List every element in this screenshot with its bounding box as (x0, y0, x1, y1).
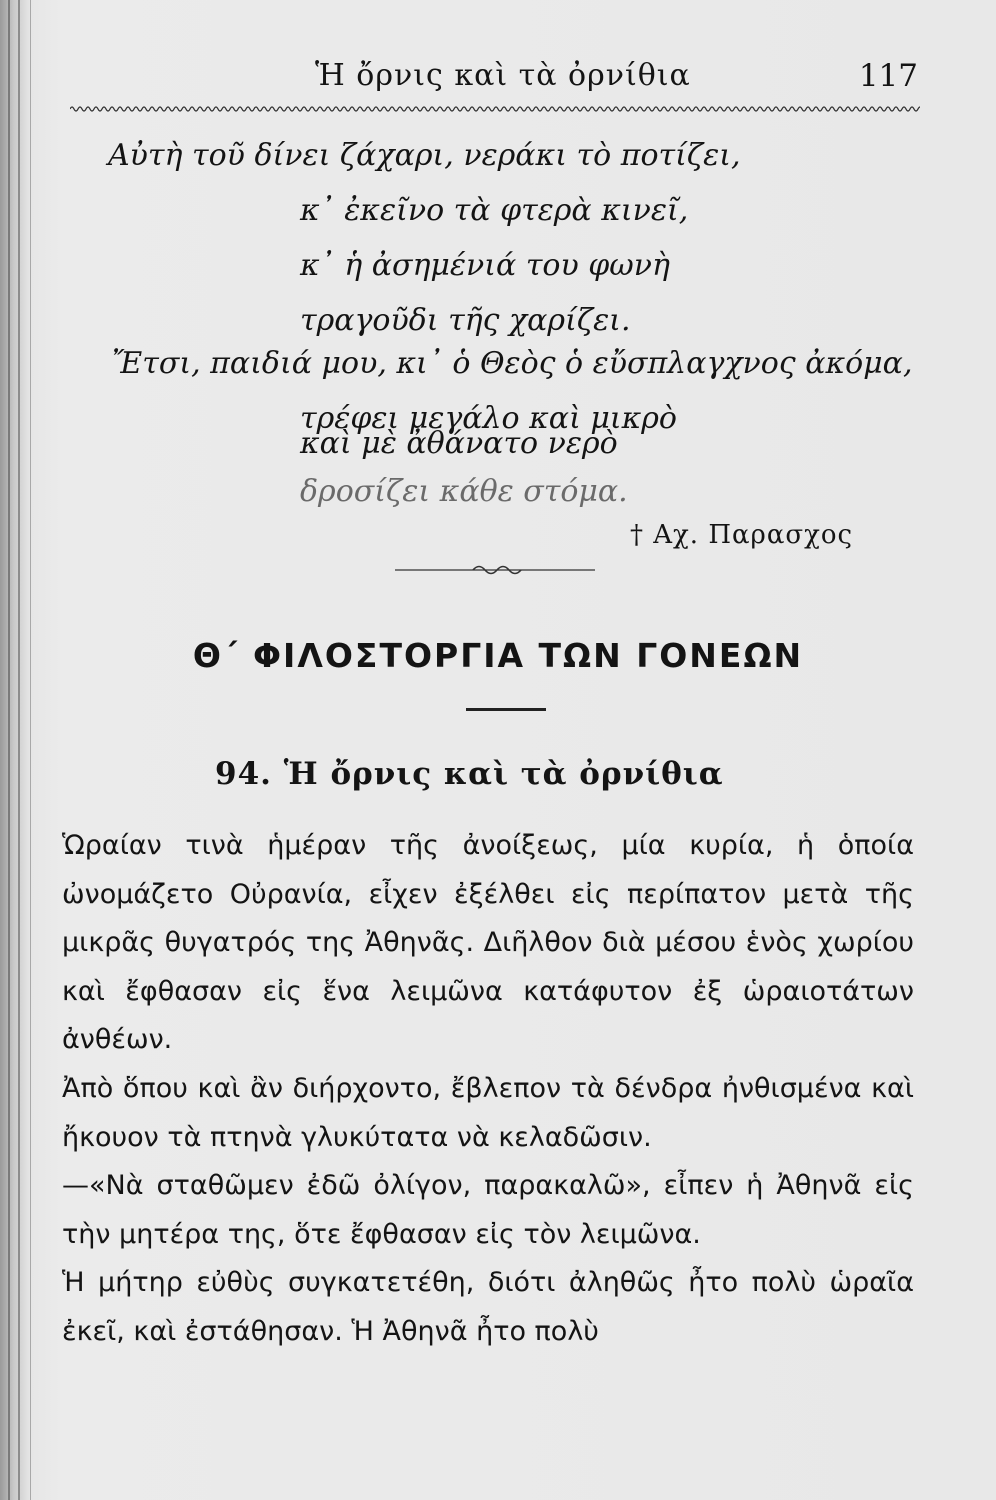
page-number: 117 (858, 58, 918, 94)
chapter-rule (466, 708, 546, 711)
paragraph: Ἀπὸ ὅπου καὶ ἂν διήρχοντο, ἔβλεπον τὰ δένδρα ἠνθισμένα καὶ ἤκουον τὰ πτηνὰ γλυκύτατα νὰ κελαδῶσιν. (62, 1072, 914, 1153)
poem-line: Ἔτσι, παιδιά μου, κι᾿ ὁ Θεὸς ὁ εὔσπλαγχνος ἀκόμα, (112, 346, 913, 381)
poem-line: κ᾿ ἐκεῖνο τὰ φτερὰ κινεῖ, (300, 193, 689, 228)
body-text (62, 822, 914, 1357)
poem-line: τρέφει μεγάλο καὶ μικρὸ (300, 401, 677, 436)
wavy-header-rule (70, 104, 920, 114)
section-title: 94. Ἡ ὄρνις καὶ τὰ ὀρνίθια (215, 756, 724, 792)
running-header (70, 58, 920, 108)
author-signature: † Αχ. Παρασχος (630, 520, 854, 550)
page-edge-line (8, 0, 10, 1500)
chapter-title: Θ΄ ΦΙΛΟΣΤΟΡΓΙΑ ΤΩΝ ΓΟΝΕΩΝ (192, 636, 804, 675)
running-title: Ἡ ὄρνις καὶ τὰ ὀρνίθια (315, 58, 691, 93)
paragraph: Ἡ μήτηρ εὐθὺς συγκατετέθη, διότι ἀληθῶς ἦτο πολὺ ὡραῖα ἐκεῖ, καὶ ἐστάθησαν. Ἡ Ἀθηνᾶ ἦτο πολὺ (62, 1267, 914, 1347)
ornament-divider (395, 560, 595, 580)
poem-line: Αὐτὴ τοῦ δίνει ζάχαρι, νεράκι τὸ ποτίζει, (108, 138, 741, 173)
poem-line: καὶ μὲ ἀθάνατο νερὸ (300, 426, 618, 461)
poem-line: δροσίζει κάθε στόμα. (300, 474, 628, 509)
page-edge-line (30, 0, 31, 1500)
poem-line: τραγοῦδι τῆς χαρίζει. (300, 303, 631, 338)
page-edge-line (18, 0, 20, 1500)
paragraph: Ὡραίαν τινὰ ἡμέραν τῆς ἀνοίξεως, μία κυρία, ἡ ὁποία ὠνομάζετο Οὐρανία, εἶχεν ἐξέλθει εἰς περίπατον μετὰ τῆς μικρᾶς θυγατρός της Ἀθηνᾶς. Διῆλθον διὰ μέσου ἑνὸς χωρίου καὶ ἔφθασαν εἰς ἕνα λειμῶνα κατάφυτον ἐξ ὡραιοτάτων ἀνθέων. (62, 830, 914, 1056)
paragraph: —«Νὰ σταθῶμεν ἐδῶ ὀλίγον, παρακαλῶ», εἶπεν ἡ Ἀθηνᾶ εἰς τὴν μητέρα της, ὅτε ἔφθασαν εἰς τὸν λειμῶνα. (62, 1170, 914, 1250)
poem-line: κ᾿ ἡ ἀσημένιά του φωνὴ (300, 248, 670, 283)
